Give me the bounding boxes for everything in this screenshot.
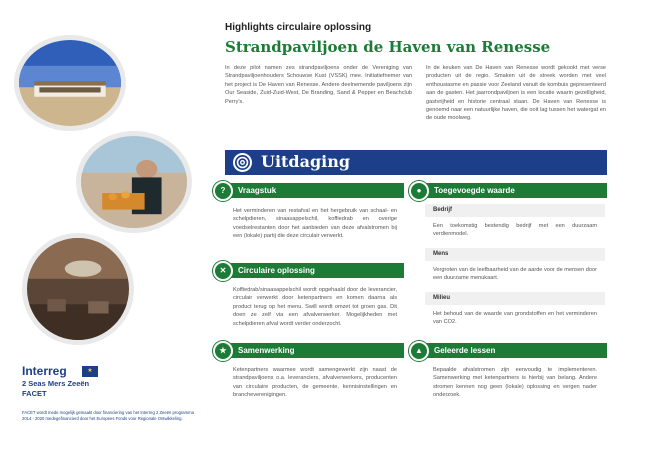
- section-circulaire-title: Circulaire oplossing: [238, 266, 315, 275]
- photo-chef: [76, 131, 192, 233]
- star-hand-icon: ★: [213, 341, 233, 361]
- question-icon: ?: [213, 181, 233, 201]
- kicker: Highlights circulaire oplossing: [225, 22, 372, 33]
- page-title: Strandpaviljoen de Haven van Renesse: [225, 38, 551, 56]
- section-vraagstuk-title: Vraagstuk: [238, 186, 277, 195]
- section-samenwerking-header: [222, 343, 404, 358]
- target-icon: [233, 153, 252, 172]
- waarde-mens-text: Vergroten van de leefbaarheid van de aarde voor de mensen door een duurzame menukaart.: [433, 267, 597, 282]
- lessen-text: Bepaalde afvalstromen zijn eenvoudig te implementeren. Samenwerking met ketenpartners is hierbij van belang. Andere stromen kennen nog geen (lokale) oplossing en vergen nader onderzoek.: [433, 367, 597, 399]
- section-lessen-title: Geleerde lessen: [434, 346, 496, 355]
- section-waarde-header: [418, 183, 607, 198]
- photo-interior: [22, 233, 134, 345]
- section-vraagstuk-header: [222, 183, 404, 198]
- waarde-bedrijf-label: Bedrijf: [425, 204, 605, 217]
- photo-pavilion-exterior: [14, 35, 126, 131]
- section-waarde-title: Toegevoegde waarde: [434, 186, 515, 195]
- section-lessen-header: [418, 343, 607, 358]
- circulaire-text: Koffiedrab/sinaasappelschil wordt opgehaald door de leverancier, circulair verwerkt door ketenpartners en komen daarna als product terug op het menu. Swill wordt omzet tot groen gas. Dit doen ze zelf via een afvalverwerker. Mogelijkheden met schelpdieren afval wordt verder onderzocht.: [233, 287, 397, 327]
- interreg-logo: [22, 364, 132, 404]
- section-circulaire-header: [222, 263, 404, 278]
- waarde-milieu-label: Milieu: [425, 292, 605, 305]
- section-samenwerking-title: Samenwerking: [238, 346, 295, 355]
- funding-note: FACET wordt mede mogelijk gemaakt door financiering van het Interreg 2 Zeeën programma 2014 - 2020 medegefinancierd door het Europees Fonds voor Regionale Ontwikkeling.: [22, 410, 194, 422]
- waarde-mens-label: Mens: [425, 248, 605, 261]
- intro-left: In deze pilot namen zes strandpaviljoens onder de Vereniging van Strandpaviljoenhouders Schouwse Kust (VSSK) mee. Initiatiefnemer van het project is De Haven van Renesse. Andere deelnemende paviljoens zijn Our Seaside, Zuid-Zuid-West, De Branding, Sand & Pepper en Beachclub Perry's.: [225, 65, 412, 105]
- graduation-cap-icon: ▲: [409, 341, 429, 361]
- intro-right: In de keuken van De Haven van Renesse wordt gekookt met verse producten uit de regio. Smaken uit de streek worden met veel enthousiasme en passie voor Zeeland vanuit de kombuis gepresenteerd aan de gasten. Het jaarrondpaviljoen is een locatie waarin gezelligheid, gastvrijheid en historie centraal staan. De Haven van Renesse is genoemd naar een natuurlijke haven, die ooit lag tussen het watergat en de oude moolweg.: [426, 65, 606, 122]
- waarde-bedrijf-text: Een toekomstig bestendig bedrijf met een duurzaam verdienmodel.: [433, 223, 597, 238]
- people-icon: ●: [409, 181, 429, 201]
- interreg-wordmark: Interreg: [22, 364, 67, 378]
- project-name: FACET: [22, 389, 47, 398]
- tools-icon: ✕: [213, 261, 233, 281]
- waarde-milieu-text: Het behoud van de waarde van grondstoffen en het verminderen van CO2.: [433, 311, 597, 326]
- uitdaging-banner: [225, 150, 607, 175]
- banner-title: Uitdaging: [261, 152, 351, 171]
- samenwerking-text: Ketenpartners waarmee wordt samengewerkt zijn naast de strandpaviljoens o.a. leveranciers, afvalverwerkers, producenten van circulaire producten, de gemeente, kennisinstellingen en brancheverenigingen.: [233, 367, 397, 399]
- eu-flag-icon: ★: [82, 366, 98, 377]
- programme-name: 2 Seas Mers Zeeën: [22, 379, 90, 388]
- vraagstuk-text: Het verminderen van restafval en het hergebruik van schaal- en schelpdieren, sinaasappelschil, koffiedrab en overige voedselrestanten door het aanbieden van deze afvalstromen bij een (lokale) partij die deze circulair verwerkt.: [233, 208, 397, 240]
